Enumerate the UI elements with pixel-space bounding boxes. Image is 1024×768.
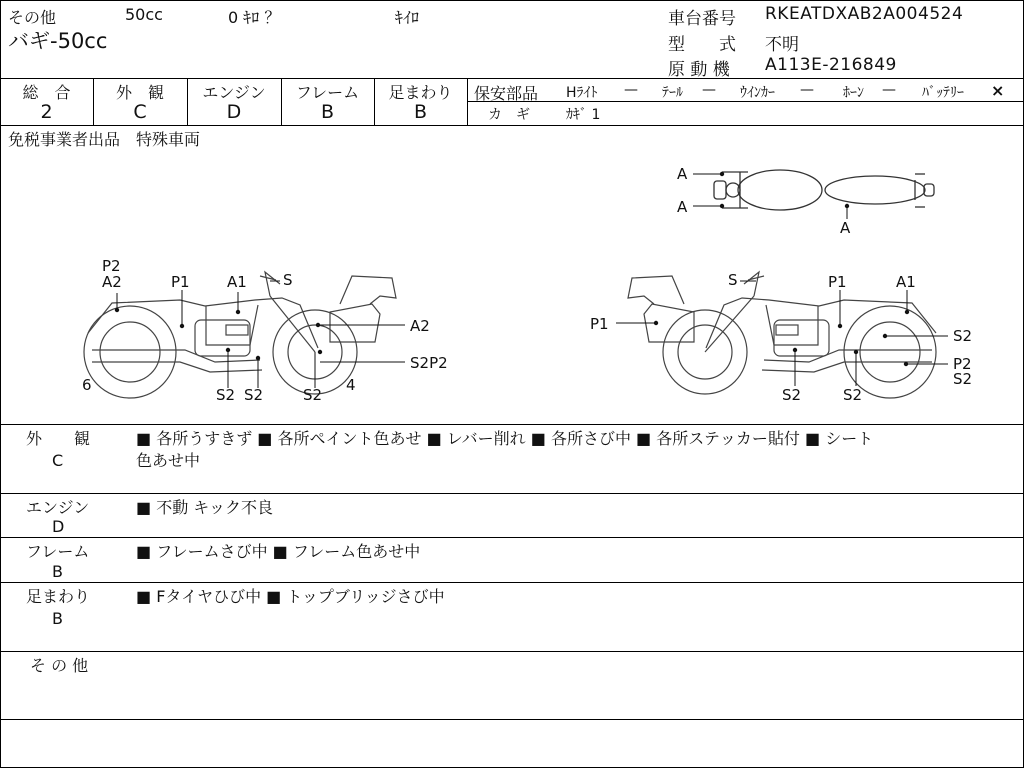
divider — [0, 537, 1024, 538]
mark-label: A — [840, 219, 851, 237]
section-text: ■ 各所うすきず ■ 各所ペイント色あせ ■ レバー削れ ■ 各所さび中 ■ 各所ステッカー貼付 ■ シート — [136, 429, 874, 448]
divider — [0, 424, 1024, 425]
mark-label: S2 — [782, 386, 802, 404]
mark-label: S2P2 — [410, 354, 448, 372]
divider — [0, 78, 1024, 79]
section-text-cont: 色あせ中 — [136, 451, 201, 470]
mark-label: S2 — [843, 386, 863, 404]
mark-label: 4 — [346, 376, 356, 394]
section-title: 外 観 — [26, 429, 91, 448]
safety-tail-label: ﾃｰﾙ — [662, 85, 683, 101]
grade-value: B — [320, 101, 335, 123]
mark-label: P2 — [102, 257, 121, 275]
safety-headlight-label: Hﾗｲﾄ — [566, 85, 598, 101]
safety-headlight-value: — — [624, 82, 638, 98]
mark-label: P2 — [953, 355, 972, 373]
grade-label: 外 観 — [115, 83, 164, 102]
safety-battery-value: × — [991, 81, 1005, 100]
divider — [0, 651, 1024, 652]
mark-label: A2 — [410, 317, 430, 335]
section-text: ■ フレームさび中 ■ フレーム色あせ中 — [136, 542, 421, 561]
mark-label: A2 — [102, 273, 122, 291]
damage-diagram — [0, 148, 1024, 423]
engine-number-label: 原 動 機 — [668, 60, 730, 80]
mark-label: 6 — [82, 376, 92, 394]
divider — [0, 719, 1024, 720]
grade-label: 総 合 — [22, 83, 71, 102]
section-title: そ の 他 — [30, 656, 89, 675]
divider — [467, 78, 468, 125]
section-text: ■ 不動 キック不良 — [136, 498, 273, 517]
section-grade: D — [52, 517, 65, 536]
mark-label: A1 — [896, 273, 916, 291]
mark-label: A1 — [227, 273, 247, 291]
divider — [0, 125, 1024, 126]
mark-label: S2 — [953, 327, 973, 345]
section-text: ■ Fタイヤひび中 ■ トップブリッジさび中 — [136, 587, 445, 606]
key-value: ｶｷﾞ 1 — [566, 107, 601, 123]
grade-label: 足まわり — [388, 83, 453, 102]
right-bike-marks — [590, 271, 972, 404]
section-grade: B — [52, 562, 63, 581]
mark-label: S — [283, 271, 293, 289]
section-title: エンジン — [26, 498, 90, 517]
mark-label: P1 — [171, 273, 190, 291]
model-type-value: 不明 — [765, 35, 799, 55]
safety-winker-value: — — [800, 82, 814, 98]
grade-label: フレーム — [295, 83, 360, 102]
section-grade: B — [52, 609, 63, 628]
model-name: バギ-50cc — [8, 29, 108, 53]
frame-number-value: RKEATDXAB2A004524 — [765, 4, 964, 24]
mileage: 0 ｷﾛ ？ — [228, 8, 281, 27]
section-title: フレーム — [26, 542, 90, 561]
mark-label: A — [677, 165, 688, 183]
notice: 免税事業者出品 特殊車両 — [8, 130, 201, 149]
model-type-label: 型 式 — [668, 35, 736, 55]
frame-number-label: 車台番号 — [668, 9, 736, 29]
category: その他 — [8, 8, 57, 27]
mark-label: S2 — [303, 386, 323, 404]
mark-label: P1 — [828, 273, 847, 291]
mark-label: S2 — [244, 386, 264, 404]
grade-value: D — [226, 101, 242, 123]
safety-tail-value: — — [702, 82, 716, 98]
mark-label: S2 — [953, 370, 973, 388]
grade-value: 2 — [40, 101, 53, 123]
displacement: 50cc — [125, 5, 163, 24]
engine-number-value: A113E-216849 — [765, 55, 897, 75]
top-view-marks — [677, 165, 851, 237]
key-label: カ ギ — [488, 107, 530, 123]
section-grade: C — [52, 451, 64, 470]
mark-label: S2 — [216, 386, 236, 404]
section-title: 足まわり — [26, 587, 91, 606]
mark-label: S — [728, 271, 738, 289]
grade-value: B — [413, 101, 428, 123]
mark-label: P1 — [590, 315, 609, 333]
grade-label: エンジン — [202, 83, 266, 102]
mileage-unit: ｷｲﾛ — [395, 8, 420, 27]
top-view-outline — [714, 170, 934, 210]
right-bike-outline — [628, 272, 936, 398]
safety-winker-label: ｳｲﾝｶｰ — [740, 85, 775, 101]
safety-horn-value: — — [882, 82, 896, 98]
mark-label: A — [677, 198, 688, 216]
safety-horn-label: ﾎｰﾝ — [843, 85, 864, 101]
grade-value: C — [133, 101, 147, 123]
divider — [0, 582, 1024, 583]
safety-title: 保安部品 — [474, 84, 539, 103]
safety-battery-label: ﾊﾞｯﾃﾘｰ — [922, 85, 964, 101]
divider — [0, 493, 1024, 494]
